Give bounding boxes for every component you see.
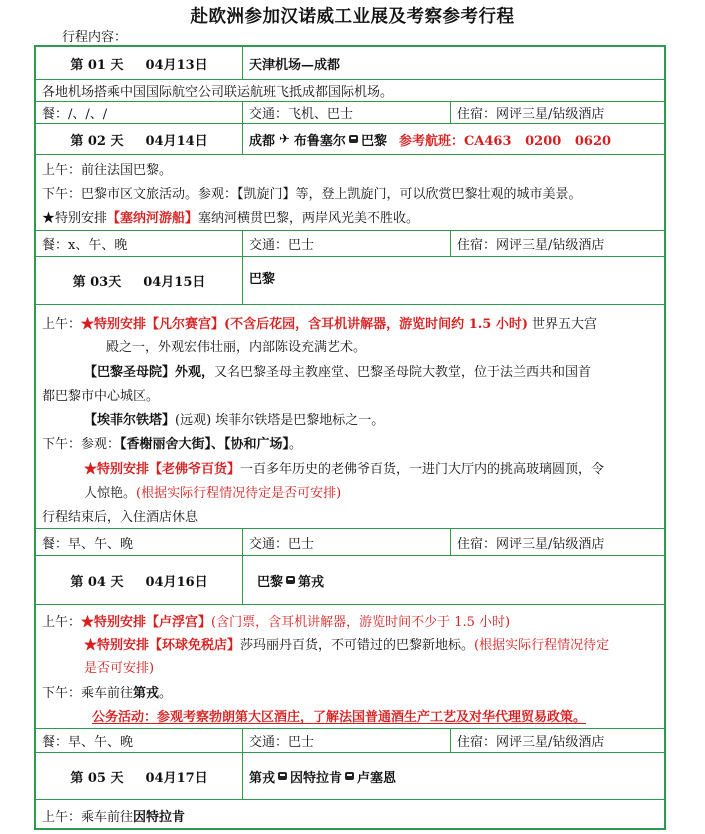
day3-line2-cont: 都巴黎市中心城区。	[42, 389, 160, 404]
day3-line4-highlight: 【香榭丽舍大街】、【协和广场】	[120, 437, 290, 452]
day3-line2-rest: 又名巴黎圣母主教座堂、巴黎圣母院大教堂，位于法兰西共和国首	[214, 365, 592, 380]
day3-date: 04月15日	[143, 275, 206, 290]
day3-line4-prefix: 下午：参观：	[42, 437, 121, 452]
day5-route-dest: 卢塞恩	[357, 770, 397, 786]
day4-line3-prefix: 下午：乘车前往	[42, 686, 134, 701]
day2-meals: 餐：x、午、晚	[42, 238, 128, 253]
day3-line5-cont-text: 人惊艳。	[84, 486, 137, 501]
day1-lodging: 住宿：网评三星/钻级酒店	[450, 102, 664, 123]
day2-info-row	[36, 231, 664, 257]
page-title: 赴欧洲参加汉诺威工业展及考察参考行程	[190, 7, 515, 27]
day5-line1-highlight: 因特拉肯	[133, 810, 186, 825]
day2-route-dest: 巴黎	[360, 133, 387, 149]
day3-line1-prefix: 上午：	[42, 317, 82, 332]
day3-line1	[42, 313, 597, 332]
day4-lodging: 住宿：网评三星/钻级酒店	[450, 729, 664, 752]
day5-route-cell	[242, 753, 664, 799]
day4-line3	[42, 682, 172, 701]
day5-detail-row	[36, 800, 664, 830]
day3-line3-highlight: 【埃菲尔铁塔】	[84, 413, 176, 428]
day2-line1: 上午：前往法国巴黎。	[42, 163, 173, 178]
day3-line2	[84, 361, 591, 380]
day5-label: 第 05 天	[70, 770, 124, 786]
day3-line5-note: (根据实际行程情况待定是否可安排)	[136, 486, 342, 501]
itinerary-table	[34, 45, 666, 830]
day4-date: 04月16日	[145, 574, 208, 590]
day3-lodging: 住宿：网评三星/钻级酒店	[450, 529, 664, 555]
day4-business-activity: 公务活动：参观考察勃朗第大区酒庄，了解法国普通酒生产工艺及对华代理贸易政策。	[92, 710, 587, 725]
bus-icon	[349, 135, 358, 143]
day3-line5-cont	[84, 482, 341, 501]
bus-icon	[286, 576, 295, 584]
day3-line5-highlight: ★特别安排【老佛爷百货】	[84, 462, 241, 477]
day4-line2-note: (根据实际行程情况待定	[474, 638, 610, 653]
day3-line3	[84, 409, 384, 428]
day1-detail-row	[36, 80, 664, 102]
day1-header-row	[36, 47, 664, 80]
day1-meals: 餐：/、/、/	[42, 107, 108, 122]
day4-line1-note: (含门票，含耳机讲解器，游览时间不少于 1.5 小时)	[211, 615, 511, 630]
day2-label: 第 02 天	[70, 133, 124, 149]
day1-info-row	[36, 102, 664, 124]
day4-line2	[84, 634, 609, 653]
plane-icon: ✈	[279, 131, 290, 147]
day4-route-origin: 巴黎	[257, 574, 284, 590]
day4-info-row	[36, 729, 664, 753]
day1-transport: 交通：飞机、巴士	[242, 102, 450, 123]
day5-route-origin: 第戎	[249, 770, 276, 786]
day2-header-row	[36, 124, 664, 155]
day4-header-row	[36, 556, 664, 605]
day4-line2-rest: 莎玛丽丹百货，不可错过的巴黎新地标。	[240, 638, 475, 653]
day5-header-row	[36, 753, 664, 800]
day2-line2: 下午：巴黎市区文旅活动。参观：【凯旋门】等，登上凯旋门，可以欣赏巴黎壮观的城市美景。	[42, 187, 582, 202]
day3-line4	[42, 433, 302, 452]
day2-line3	[42, 207, 419, 226]
day3-line1-rest: 世界五大宫	[532, 317, 598, 332]
day3-transport: 交通：巴士	[242, 529, 450, 555]
day3-header-row	[36, 257, 664, 305]
day5-date-cell	[36, 753, 242, 799]
day4-meals: 餐：早、午、晚	[42, 735, 134, 750]
day2-line3-star: ★特别安排	[42, 211, 108, 226]
day2-line3-highlight: 【塞纳河游船】	[107, 211, 199, 226]
day1-route: 天津机场—成都	[242, 47, 664, 79]
day3-line2-highlight: 【巴黎圣母院】外观，	[84, 365, 215, 380]
day3-meals: 餐：早、午、晚	[42, 536, 134, 552]
day3-label: 第 03天	[72, 275, 122, 290]
day4-route-dest: 第戎	[298, 574, 325, 590]
bus-icon	[278, 772, 287, 780]
day4-line3-highlight: 第戎	[133, 686, 160, 701]
day5-line1	[42, 806, 185, 825]
day4-label: 第 04 天	[70, 574, 124, 590]
day1-label: 第 01 天	[70, 57, 124, 73]
day4-transport: 交通：巴士	[242, 729, 450, 752]
day2-lodging: 住宿：网评三星/钻级酒店	[450, 231, 664, 256]
day3-line3-rest: (远观) 埃菲尔铁塔是巴黎地标之一。	[175, 413, 385, 428]
day5-line1-prefix: 上午：乘车前往	[42, 810, 134, 825]
day4-date-cell	[36, 556, 242, 604]
day4-line2-cont: 是否可安排)	[84, 661, 155, 676]
day5-route-mid: 因特拉肯	[290, 770, 343, 786]
day3-detail-row	[36, 305, 664, 529]
day2-route-mid: 布鲁塞尔	[293, 133, 346, 149]
day4-line1	[42, 611, 510, 630]
day2-detail-row	[36, 155, 664, 231]
day4-line1-prefix: 上午：	[42, 615, 82, 630]
day2-route-cell	[242, 124, 664, 154]
day2-date-cell	[36, 124, 242, 154]
day4-line3-end: 。	[159, 686, 173, 701]
day2-date: 04月14日	[145, 133, 208, 149]
day2-flight: 参考航班：CA463 0200 0620	[398, 133, 612, 149]
day2-line3-rest: 塞纳河横贯巴黎，两岸风光美不胜收。	[198, 211, 420, 226]
day5-date: 04月17日	[145, 770, 208, 786]
day3-date-cell	[36, 257, 242, 304]
day3-line6: 行程结束后，入住酒店休息	[42, 510, 199, 525]
day4-line2-highlight: ★特别安排【环球免税店】	[84, 638, 241, 653]
day2-transport: 交通：巴士	[242, 231, 450, 256]
day1-date: 04月13日	[145, 57, 208, 73]
day4-route-cell	[242, 556, 664, 604]
itinerary-subtitle: 行程内容：	[62, 30, 128, 45]
day1-date-cell	[36, 47, 242, 79]
day3-line1-cont: 殿之一，外观宏伟壮丽，内部陈设充满艺术。	[106, 340, 367, 355]
day3-line5-rest: 一百多年历史的老佛爷百货，一进门大厅内的挑高玻璃圆顶，令	[240, 462, 605, 477]
day3-route: 巴黎	[242, 257, 664, 304]
day3-info-row	[36, 529, 664, 556]
day2-route-origin: 成都	[249, 133, 276, 149]
bus-icon	[345, 772, 354, 780]
day4-detail-row	[36, 605, 664, 729]
day1-text: 各地机场搭乘中国国际航空公司联运航班飞抵成都国际机场。	[42, 85, 394, 100]
day4-line1-highlight: ★特别安排【卢浮宫】	[81, 615, 212, 630]
day3-line5	[84, 458, 604, 477]
day3-line4-end: 。	[289, 437, 303, 452]
day3-line1-highlight: ★特别安排【凡尔赛宫】(不含后花园，含耳机讲解器，游览时间约 1.5 小时)	[81, 317, 528, 332]
